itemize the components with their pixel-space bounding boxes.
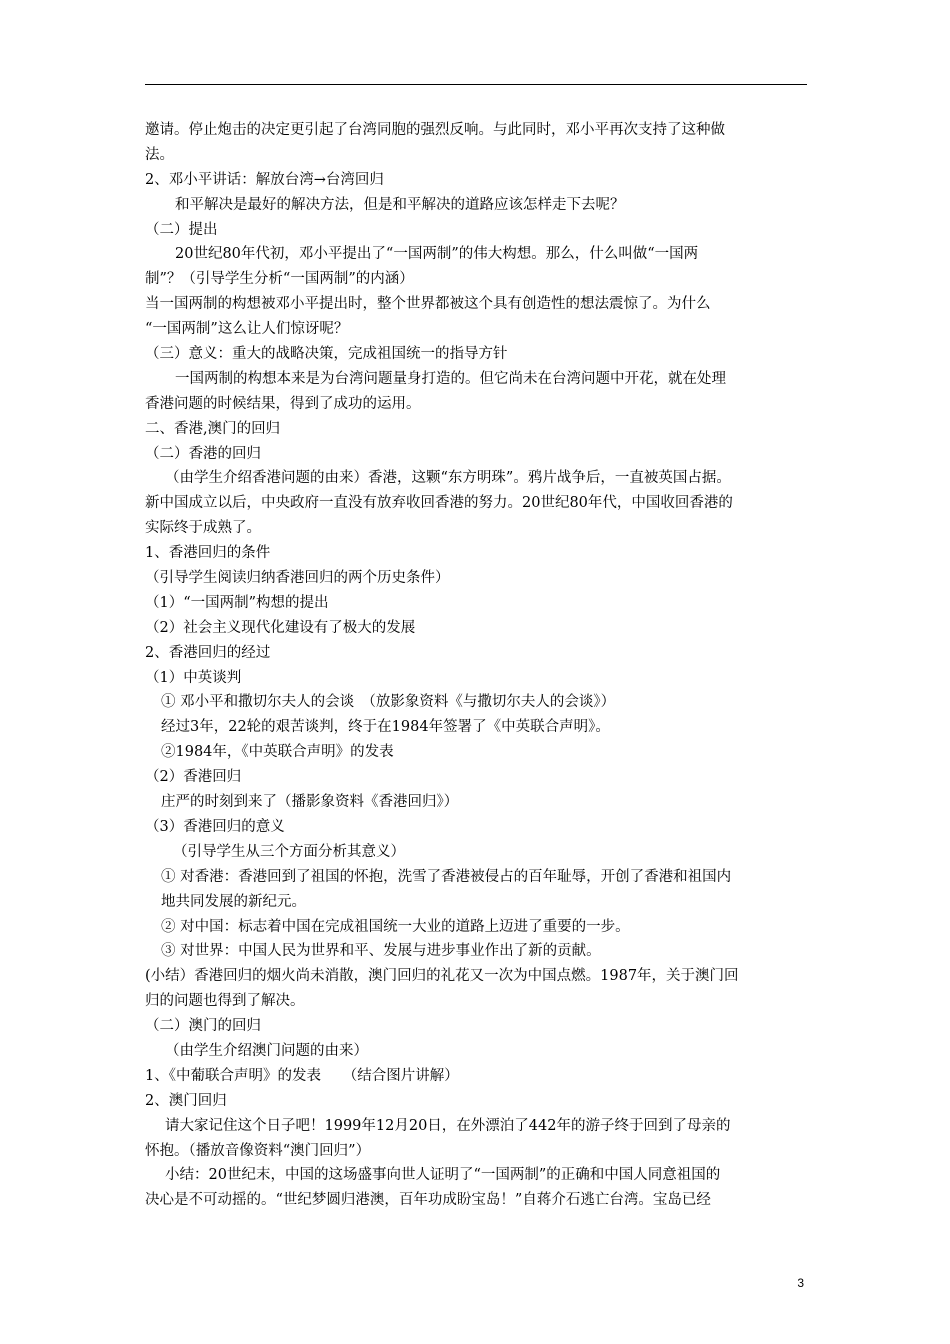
text-line: （由学生介绍澳门问题的由来） bbox=[165, 1042, 368, 1059]
text-line: 地共同发展的新纪元。 bbox=[161, 893, 306, 910]
text-line: 制”？（引导学生分析“一国两制”的内涵） bbox=[145, 271, 414, 288]
text-line: （3）香港回归的意义 bbox=[145, 818, 285, 835]
text-line: 怀抱。（播放音像资料“澳门回归”） bbox=[145, 1142, 371, 1159]
text-line: 庄严的时刻到来了（播影象资料《香港回归》） bbox=[161, 794, 459, 811]
text-line: 二、香港,澳门的回归 bbox=[145, 420, 281, 437]
text-line: ① 邓小平和撒切尔夫人的会谈 （放影象资料《与撒切尔夫人的会谈》） bbox=[161, 694, 616, 711]
text-line: 20世纪80年代初，邓小平提出了“一国两制”的伟大构想。那么，什么叫做“一国两 bbox=[175, 246, 699, 263]
text-line: 决心是不可动摇的。“世纪梦圆归港澳，百年功成盼宝岛！”自蒋介石逃亡台湾。宝岛已经 bbox=[145, 1192, 711, 1209]
text-line: 新中国成立以后，中央政府一直没有放弃收回香港的努力。20世纪80年代，中国收回香港的 bbox=[145, 495, 733, 512]
text-line: （引导学生从三个方面分析其意义） bbox=[173, 843, 405, 860]
text-line: （引导学生阅读归纳香港回归的两个历史条件） bbox=[145, 570, 450, 587]
text-line: （2）社会主义现代化建设有了极大的发展 bbox=[145, 619, 416, 636]
text-line: （2）香港回归 bbox=[145, 769, 242, 786]
text-line: (小结）香港回归的烟火尚未消散，澳门回归的礼花又一次为中国点燃。1987年，关于澳门回 bbox=[145, 968, 739, 985]
text-line: ② 对中国：标志着中国在完成祖国统一大业的道路上迈进了重要的一步。 bbox=[161, 918, 630, 935]
text-line: （二）提出 bbox=[145, 221, 218, 238]
text-line: 经过3年，22轮的艰苦谈判，终于在1984年签署了《中英联合声明》。 bbox=[161, 719, 610, 736]
text-line: （三）意义：重大的战略决策，完成祖国统一的指导方针 bbox=[145, 346, 508, 363]
text-line: 实际终于成熟了。 bbox=[145, 520, 261, 537]
text-line: 香港问题的时候结果，得到了成功的运用。 bbox=[145, 395, 421, 412]
page-number: 3 bbox=[797, 1276, 804, 1290]
text-line: 2、香港回归的经过 bbox=[145, 644, 271, 661]
text-line: 归的问题也得到了解决。 bbox=[145, 993, 305, 1010]
document-body bbox=[145, 118, 809, 1213]
text-line: 2、邓小平讲话：解放台湾→台湾回归 bbox=[145, 171, 384, 188]
text-line: 小结：20世纪末，中国的这场盛事向世人证明了“一国两制”的正确和中国人同意祖国的 bbox=[165, 1167, 721, 1184]
text-line: （1）中英谈判 bbox=[145, 669, 242, 686]
text-line: 1、香港回归的条件 bbox=[145, 545, 271, 562]
text-line: 2、澳门回归 bbox=[145, 1092, 227, 1109]
text-line: 一国两制的构想本来是为台湾问题量身打造的。但它尚未在台湾问题中开花，就在处理 bbox=[175, 370, 726, 387]
text-line: “一国两制”这么让人们惊讶呢？ bbox=[145, 321, 349, 338]
header-rule bbox=[145, 84, 807, 85]
text-line: 当一国两制的构想被邓小平提出时，整个世界都被这个具有创造性的想法震惊了。为什么 bbox=[145, 296, 711, 313]
text-line: 1、《中葡联合声明》的发表 （结合图片讲解） bbox=[145, 1067, 459, 1084]
text-line: 请大家记住这个日子吧！1999年12月20日，在外漂泊了442年的游子终于回到了母亲的 bbox=[165, 1117, 731, 1134]
text-line: ③ 对世界：中国人民为世界和平、发展与进步事业作出了新的贡献。 bbox=[161, 943, 601, 960]
text-line: （二）香港的回归 bbox=[145, 445, 261, 462]
text-line: ① 对香港：香港回到了祖国的怀抱，洗雪了香港被侵占的百年耻辱，开创了香港和祖国内 bbox=[161, 868, 732, 885]
text-line: （二）澳门的回归 bbox=[145, 1018, 261, 1035]
text-line: ②1984年，《中英联合声明》的发表 bbox=[161, 744, 394, 761]
text-line: 和平解决是最好的解决方法，但是和平解决的道路应该怎样走下去呢？ bbox=[175, 196, 625, 213]
text-line: 法。 bbox=[145, 146, 174, 163]
text-line: （由学生介绍香港问题的由来）香港，这颗“东方明珠”。鸦片战争后，一直被英国占据。 bbox=[165, 470, 731, 487]
text-line: （1）“一国两制”构想的提出 bbox=[145, 594, 329, 611]
text-line: 邀请。停止炮击的决定更引起了台湾同胞的强烈反响。与此同时，邓小平再次支持了这种做 bbox=[145, 122, 725, 138]
